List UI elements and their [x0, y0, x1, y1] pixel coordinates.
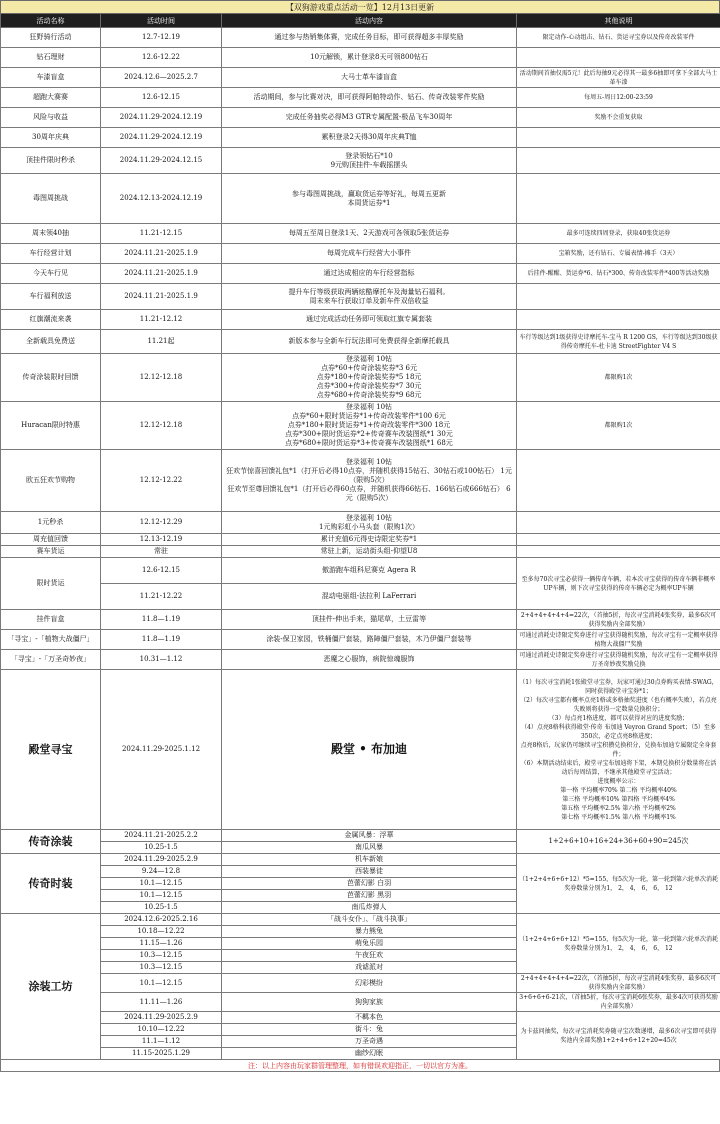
activity-content: 提升车行等级获取两辆炫酷摩托车及海量钻石福利。 周末来车行获取订单及新车件双倍收益 [222, 284, 517, 310]
activity-name: Huracan限时特惠 [1, 402, 101, 450]
table-header-row [1, 14, 720, 28]
activity-note [517, 284, 720, 310]
table-row [1, 610, 720, 630]
activity-name: 顶挂件限时秒杀 [1, 148, 101, 174]
activity-time: 11.15-2025.1.29 [101, 1048, 222, 1060]
table-row [1, 310, 720, 330]
activity-note [517, 450, 720, 512]
table-row [1, 534, 720, 546]
activity-name: 周充值回馈 [1, 534, 101, 546]
activity-name: 车行福利放送 [1, 284, 101, 310]
table-row [1, 670, 720, 830]
activity-content: 傲游跑车组科尼赛克 Agera R [222, 558, 517, 584]
activity-name: 红旗潮流来袭 [1, 310, 101, 330]
column-header: 活动内容 [222, 14, 517, 28]
activity-content: 幽纱幻眠 [222, 1048, 517, 1060]
palace-content: 殿堂 • 布加迪 [222, 670, 517, 830]
activity-note: 限定动作-心动组击、钻石、货运寻宝券以及传奇改装零件 [517, 28, 720, 48]
activity-time: 12.6-12.22 [101, 48, 222, 68]
footer-note: 注：以上内容由玩家群管理整理，如有错误欢迎指正，一切以官方为准。 [0, 1060, 720, 1072]
activity-content: 登录福利 10钻 点券*60+传奇涂装奖券*3 6元 点券*180+传奇涂装奖券*5 18元 点券*300+传奇涂装奖券*7 30元 点券*680+传奇涂装奖券*9 68元 [222, 354, 517, 402]
activity-name: 车漆盲盒 [1, 68, 101, 88]
table-row [1, 830, 720, 842]
activity-name: 狂野骑行活动 [1, 28, 101, 48]
fashion-name: 传奇时装 [1, 854, 101, 914]
activity-time: 2024.11.21-2025.1.9 [101, 264, 222, 284]
table-row [1, 993, 720, 1012]
activity-note: 至多每70次寻宝必获得一辆传奇车辆，若本次寻宝获得的传奇车辆非概率UP车辆，则下次寻宝获得的传奇车辆必定为概率UP车辆 [517, 558, 720, 610]
activity-time: 10.10—12.22 [101, 1024, 222, 1036]
activity-time: 12.6-12.15 [101, 88, 222, 108]
activity-content: 戏谑派对 [222, 962, 517, 974]
activity-content: 金属风暴：浮華 [222, 830, 517, 842]
skins-name: 传奇涂装 [1, 830, 101, 854]
activity-note: 可通过消耗史诗限定奖券进行寻宝获得随机奖励，每次寻宝有一定概率获得万圣奇妙夜奖励兑换 [517, 650, 720, 670]
table-row [1, 148, 720, 174]
table-row [1, 546, 720, 558]
activity-content: 芭蕾幻影 黑羽 [222, 890, 517, 902]
activity-time: 2024.12.13-2024.12.19 [101, 174, 222, 224]
activity-content: 街斗：兔 [222, 1024, 517, 1036]
activity-time: 12.12-12.22 [101, 450, 222, 512]
table-row [1, 174, 720, 224]
activity-time: 9.24—12.8 [101, 866, 222, 878]
activity-content: 累计充值6元得史诗限定奖券*1 [222, 534, 517, 546]
table-row [1, 854, 720, 866]
activity-time: 11.11—1.26 [101, 993, 222, 1012]
activity-time: 2024.11.29-2025.1.12 [101, 670, 222, 830]
activity-note: 2+4+4+4+4+4=22次，（首抽5折，每次寻宝消耗4张奖券，最多6次可获得奖励内全部奖励） [517, 610, 720, 630]
activity-note [517, 128, 720, 148]
activity-content: 萌兔乐园 [222, 938, 517, 950]
activity-name: 毒图周挑战 [1, 174, 101, 224]
activity-time: 12.12-12.29 [101, 512, 222, 534]
activity-time: 12.12-12.18 [101, 402, 222, 450]
activity-content: 每周五至周日登录1天、2天游戏可各领取5张货运券 [222, 224, 517, 244]
activity-note: 3+6+6+6-21次，（首抽5折，每次寻宝消耗6张奖券，最多4次可获得奖励内全部奖励） [517, 993, 720, 1012]
table-row [1, 354, 720, 402]
activity-note: 后挂件-醒醒、货运券*6、钻石*300、传奇改装零件*400等活动奖励 [517, 264, 720, 284]
activity-time: 2024.11.29-2025.2.9 [101, 1012, 222, 1024]
table-row [1, 244, 720, 264]
table-body [1, 28, 720, 1060]
activity-time: 11.15—1.26 [101, 938, 222, 950]
activity-note [517, 48, 720, 68]
activity-time: 2024.11.29-2024.12.19 [101, 128, 222, 148]
activity-time: 2024.11.21-2025.1.9 [101, 284, 222, 310]
activity-note [517, 148, 720, 174]
activity-name: 全新载具免费送 [1, 330, 101, 354]
activity-content: 不羁本色 [222, 1012, 517, 1024]
activity-content: 通过参与热销集体赛，完成任务目标，即可获得超多丰厚奖励 [222, 28, 517, 48]
activity-note: 奖励不会重复获取 [517, 108, 720, 128]
activity-time: 2024.11.21-2025.2.2 [101, 830, 222, 842]
activity-time: 10.1—12.15 [101, 878, 222, 890]
activity-content: 南瓜炸弹人 [222, 902, 517, 914]
activity-content: 涂装-保卫家园，铁桶僵尸套装，路障僵尸套装，木乃伊僵尸套装等 [222, 630, 517, 650]
column-header: 其他说明 [517, 14, 720, 28]
table-row [1, 88, 720, 108]
activity-time: 2024.11.29-2024.12.15 [101, 148, 222, 174]
palace-name: 殿堂寻宝 [1, 670, 101, 830]
activity-time: 10.25-1.5 [101, 902, 222, 914]
activity-content: 大马士革车漆盲盒 [222, 68, 517, 88]
activity-content: 通过达成相应的车行经营指标 [222, 264, 517, 284]
activity-name: 风险与收益 [1, 108, 101, 128]
table-row [1, 974, 720, 993]
activity-time: 常驻 [101, 546, 222, 558]
activity-time: 11.8—1.19 [101, 630, 222, 650]
activity-time: 11.21起 [101, 330, 222, 354]
activity-content: 幻彩模纷 [222, 974, 517, 993]
activity-content: 新版本参与全新车行玩法即可免费获得全新摩托载具 [222, 330, 517, 354]
activity-content: 10元解锁，累计登录8天可领800钻石 [222, 48, 517, 68]
activity-name: 限时货运 [1, 558, 101, 610]
activity-content: 登录福利 10钻 狂欢节惊喜回馈礼包*1（打开后必得10点券，并随机获得15钻石、30钻石或100钻石） 1元（限购5次） 狂欢节至尊回馈礼包*1（打开后必得60点券，并随机获得66钻石、166钻石或666钻石） 6元（限购5次） [222, 450, 517, 512]
table-row [1, 402, 720, 450]
activity-note: 车行等级达到1级获得史诗摩托车-宝马 R 1200 GS，车行等级达到30级获得传奇摩托车-杜卡迪 StreetFighter V4 S [517, 330, 720, 354]
activity-content: 狗狗家族 [222, 993, 517, 1012]
activity-time: 11.1—1.12 [101, 1036, 222, 1048]
activity-note: 2+4+4+4+4+4=22次，（首抽5折，每次寻宝消耗4张奖券，最多6次可获得奖励内全部奖励） [517, 974, 720, 993]
activity-note [517, 512, 720, 534]
activity-note [517, 534, 720, 546]
activity-name: 「寻宝」-「植物大战僵尸」 [1, 630, 101, 650]
activity-time: 12.12-12.18 [101, 354, 222, 402]
activity-content: 「战斗女仆」、「战斗执事」 [222, 914, 517, 926]
activity-time: 10.3—12.15 [101, 962, 222, 974]
table-row [1, 224, 720, 244]
activity-note: 活动期间首抽仅需5元！此后每抽9元必得其一最多6抽即可拿下全部大马士革车漆 [517, 68, 720, 88]
activity-content: 芭蕾幻影 白羽 [222, 878, 517, 890]
activity-time: 2024.12.6—2025.2.7 [101, 68, 222, 88]
activity-table [0, 13, 720, 1060]
activity-content: 通过完成活动任务即可领取红旗专属套装 [222, 310, 517, 330]
table-row [1, 630, 720, 650]
table-row [1, 68, 720, 88]
activity-name: 30周年庆典 [1, 128, 101, 148]
workshop-name: 涂装工坊 [1, 914, 101, 1060]
activity-name: 周末领40抽 [1, 224, 101, 244]
palace-note: （1）每次寻宝消耗1张殿堂寻宝券，玩家可通过30点券购买表情-SWAG，同时获得殿堂寻宝券*1； （2）每次寻宝都有概率点亮1格或多格抽奖进度（也有概率失败），若点亮失败则将获得一定数量兑换积分； （3）每点亮1格进度，都可以获得对应的进度奖励； （4）点亮8格科获得殿堂·传奇 布加迪 Veyron Grand Sport；（5）至多350次，必定点亮8格进度； 点亮8格后，玩家仍可继续寻宝积攒兑换积分，兑换布加迪专属限定全身套件； （6）本期活动结束后，殿堂寻宝布加迪将下架，本期兑换积分数量将在活动后每周结算，不继承其他殿堂寻宝活动； 进度概率公示： 第一格 平均概率70% 第二格 平均概率40% 第三格 平均概率10% 第四格 平均概率4% 第五格 平均概率2.5% 第六格 平均概率2% 第七格 平均概率1.5% 第八格 平均概率1% [517, 670, 720, 830]
activity-note [517, 310, 720, 330]
table-row [1, 512, 720, 534]
activity-name: 欧五狂欢节购物 [1, 450, 101, 512]
activity-content: 登录福利 10钻 点券*60+限时货运券*1+传奇改装零件*100 6元 点券*180+限时货运券*1+传奇改装零件*300 18元 点券*300+限时货运券*2+传奇赛车改装图纸*1 30元 点券*680+限时货运券*3+传奇赛车改装图纸*1 68元 [222, 402, 517, 450]
activity-name: 钻石理财 [1, 48, 101, 68]
activity-content: 常驻上新，运动街头组-仰望U8 [222, 546, 517, 558]
activity-note: （1+2+4+6+6+12）*5=155，每5次为一轮，第一轮到第六轮单次消耗奖券数量分别为1， 2， 4， 6， 6， 12 [517, 854, 720, 914]
activity-name: 1元秒杀 [1, 512, 101, 534]
activity-content: 西装暴徒 [222, 866, 517, 878]
table-row [1, 28, 720, 48]
activity-name: 超跑大赛赛 [1, 88, 101, 108]
activity-note: 1+2+6+10+16+24+36+60+90=245次 [517, 830, 720, 854]
table-row [1, 284, 720, 310]
activity-content: 机车新娘 [222, 854, 517, 866]
table-row [1, 48, 720, 68]
activity-content: 完成任务抽奖必得M3 GTR专属配置-极品飞车30周年 [222, 108, 517, 128]
column-header: 活动名称 [1, 14, 101, 28]
activity-note: 每周五-周日12:00-23:59 [517, 88, 720, 108]
activity-content: 混动电驱组-法拉利 LaFerrari [222, 584, 517, 610]
activity-time: 10.1—12.15 [101, 890, 222, 902]
activity-content: 登录福利 10钻 1元购彩虹小马头套（限购1次） [222, 512, 517, 534]
column-header: 活动时间 [101, 14, 222, 28]
activity-time: 11.21-12.15 [101, 224, 222, 244]
activity-time: 11.8—1.19 [101, 610, 222, 630]
table-row [1, 330, 720, 354]
activity-time: 2024.12.6-2025.2.16 [101, 914, 222, 926]
activity-time: 12.13-12.19 [101, 534, 222, 546]
activity-content: 登录领钻石*10 9元购顶挂件-车载摇摆头 [222, 148, 517, 174]
table-row [1, 914, 720, 926]
activity-note: 都限购1次 [517, 402, 720, 450]
activity-time: 2024.11.29-2025.2.9 [101, 854, 222, 866]
activity-time: 11.21-12.12 [101, 310, 222, 330]
table-row [1, 450, 720, 512]
activity-name: 「寻宝」-「万圣奇妙夜」 [1, 650, 101, 670]
activity-content: 累积登录2天得30周年庆典T恤 [222, 128, 517, 148]
activity-note: 都限购1次 [517, 354, 720, 402]
table-row [1, 264, 720, 284]
activity-name: 传奇涂装限时回馈 [1, 354, 101, 402]
activity-time: 11.21-12.22 [101, 584, 222, 610]
activity-time: 10.3—12.15 [101, 950, 222, 962]
activity-content: 每周完成车行经营大小事件 [222, 244, 517, 264]
activity-note: 宝箱奖励，还有钻石、专属表情-摊手（3天） [517, 244, 720, 264]
activity-note: 可通过消耗史诗限定奖券进行寻宝获得随机奖励，每次寻宝有一定概率获得植物大战僵尸奖励 [517, 630, 720, 650]
activity-content: 午夜狂欢 [222, 950, 517, 962]
activity-time: 10.25-1.5 [101, 842, 222, 854]
activity-time: 12.6-12.15 [101, 558, 222, 584]
activity-content: 暴力熊兔 [222, 926, 517, 938]
activity-time: 2024.11.21-2025.1.9 [101, 244, 222, 264]
activity-content: 活动期间，参与比赛对决，即可获得阿帕特动作、钻石、传奇改装零件奖励 [222, 88, 517, 108]
activity-name: 赛车货运 [1, 546, 101, 558]
table-row [1, 650, 720, 670]
activity-note: 为卡兹问抽奖，每次寻宝消耗奖券随寻宝次数递增，最多6次寻宝即可获得奖池内全部奖励1+2+4+6+12+20=45次 [517, 1012, 720, 1060]
activity-time: 10.31—1.12 [101, 650, 222, 670]
activity-note [517, 546, 720, 558]
table-row [1, 1012, 720, 1024]
table-row [1, 128, 720, 148]
table-row [1, 108, 720, 128]
activity-name: 今天车行见 [1, 264, 101, 284]
activity-note: 最多可连续四周登录，获取40张货运券 [517, 224, 720, 244]
activity-time: 12.7-12.19 [101, 28, 222, 48]
activity-content: 顶挂件-伸出手来，猫尾草，土豆雷等 [222, 610, 517, 630]
activity-content: 恶魔之心服饰，病院惊魂服饰 [222, 650, 517, 670]
activity-name: 车行经营计划 [1, 244, 101, 264]
activity-name: 挂件盲盒 [1, 610, 101, 630]
page-title: 【双狗游戏重点活动一览】12月13日更新 [0, 0, 720, 14]
activity-content: 南瓜风暴 [222, 842, 517, 854]
activity-content: 万圣奇遇 [222, 1036, 517, 1048]
table-row [1, 558, 720, 584]
activity-time: 2024.11.29-2024.12.19 [101, 108, 222, 128]
activity-time: 10.1—12.15 [101, 974, 222, 993]
activity-note: （1+2+4+6+6+12）*5=155，每5次为一轮，第一轮到第六轮单次消耗奖券数量分别为1， 2， 4， 6， 6， 12 [517, 914, 720, 974]
activity-note [517, 174, 720, 224]
activity-content: 参与毒图周挑战，赢取货运券等好礼，每周五更新 本周货运券*1 [222, 174, 517, 224]
activity-time: 10.18—12.22 [101, 926, 222, 938]
